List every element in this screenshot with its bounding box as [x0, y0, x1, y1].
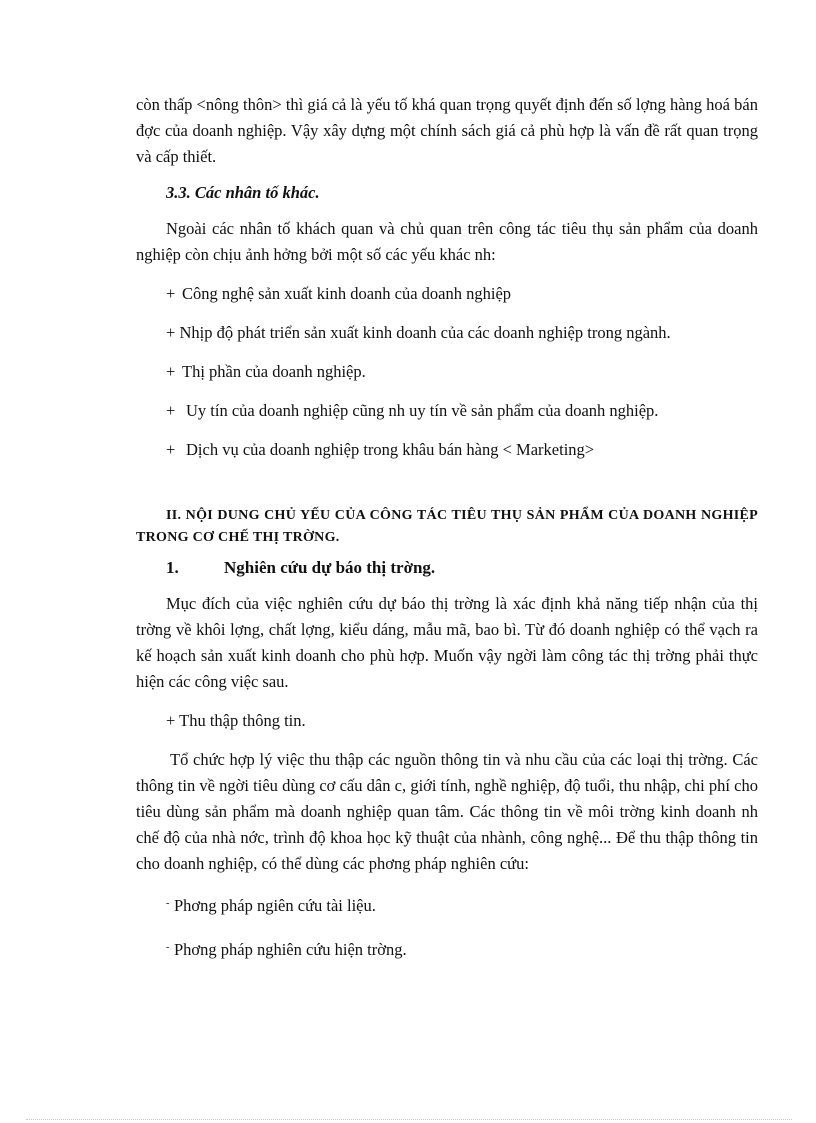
subsection-number: 1.	[166, 558, 179, 577]
subsection-title: Nghiên cứu dự báo thị trờng.	[224, 558, 436, 577]
factor-item-service	[136, 437, 758, 463]
dash-bullet-icon: -	[166, 942, 170, 953]
method-item-text: Phơng pháp nghiên cứu hiện trờng.	[174, 940, 407, 959]
factor-item-text: Nhịp độ phát triển sản xuất kinh doanh của các doanh nghiệp trong ngành.	[179, 323, 671, 342]
subsection-1-heading	[136, 555, 758, 581]
dash-bullet-icon: -	[166, 898, 170, 909]
collect-info-paragraph: Tổ chức hợp lý việc thu thập các nguồn thông tin và nhu cầu của các loại thị trờng. Các thông tin về ngời tiêu dùng cơ cấu dân c, giới tính, nghề nghiệp, độ tuổi, thu nhập, chi phí cho tiêu dùng sản phẩm mà doanh nghiệp quan tâm. Các thông tin về môi trờng kinh doanh nh chế độ của nhà nớc, trình độ khoa học kỹ thuật của nhành, công nghệ... Để thu thập thông tin cho doanh nghiệp, có thể dùng các phơng pháp nghiên cứu:	[136, 750, 758, 873]
plus-bullet-icon: +	[166, 440, 176, 459]
plus-bullet-icon: +	[166, 401, 176, 420]
purpose-paragraph: Mục đích của việc nghiên cứu dự báo thị trờng là xác định khả năng tiếp nhận của thị trờng về khôi lợng, chất lợng, kiểu dáng, mẫu mã, bao bì. Từ đó doanh nghiệp có thể vạch ra kế hoạch sản xuất kinh doanh cho phù hợp. Muốn vậy ngời làm công tác thị trờng phải thực hiện các công việc sau.	[136, 594, 758, 691]
section-3-3-heading: 3.3. Các nhân tố khác.	[166, 183, 320, 202]
plus-bullet-icon: +	[166, 284, 176, 303]
factor-item-text: Uy tín của doanh nghiệp cũng nh uy tín về sản phẩm của doanh nghiệp.	[186, 401, 659, 420]
factor-item-text: Công nghệ sản xuất kinh doanh của doanh nghiệp	[182, 284, 512, 303]
factor-item-reputation	[136, 398, 758, 424]
section-2-heading: II. NỘI DUNG CHỦ YẾU CỦA CÔNG TÁC TIÊU THỤ SẢN PHẨM CỦA DOANH NGHIỆP TRONG CƠ CHẾ THỊ TRỜNG.	[136, 508, 758, 545]
plus-bullet-icon: +	[166, 362, 176, 381]
factor-item-text: Thị phần của doanh nghiệp.	[182, 362, 366, 381]
document-page	[136, 92, 758, 963]
intro-paragraph: còn thấp <nông thôn> thì giá cả là yếu tố khá quan trọng quyết định đến số lợng hàng hoá bán đợc của doanh nghiệp. Vậy xây dựng một chính sách giá cả phù hợp là vấn đề rất quan trọng và cấp thiết.	[136, 95, 758, 166]
factor-item-technology	[136, 281, 758, 307]
method-item-field-research	[136, 935, 758, 963]
factor-item-pace	[136, 320, 758, 346]
method-item-text: Phơng pháp ngiên cứu tài liệu.	[174, 896, 376, 915]
plus-bullet-icon: +	[166, 323, 176, 342]
method-item-document-research	[136, 891, 758, 919]
factor-item-market-share	[136, 359, 758, 385]
factor-item-text: Dịch vụ của doanh nghiệp trong khâu bán hàng < Marketing>	[186, 440, 595, 459]
section-3-3-intro: Ngoài các nhân tố khách quan và chủ quan trên công tác tiêu thụ sản phẩm của doanh nghiệp còn chịu ảnh hởng bởi một số các yếu khác nh:	[136, 219, 758, 264]
page-bottom-dotted-divider	[26, 1119, 792, 1120]
collect-info-heading: + Thu thập thông tin.	[166, 711, 306, 730]
